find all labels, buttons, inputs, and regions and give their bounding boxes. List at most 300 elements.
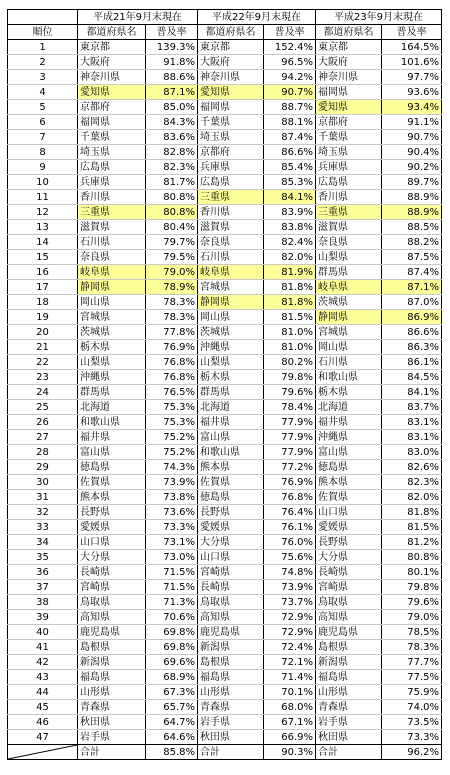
rate-cell: 86.1%	[382, 355, 442, 370]
pref-cell: 青森県	[316, 700, 382, 715]
pref-cell: 岡山県	[198, 310, 264, 325]
table-row	[8, 55, 442, 70]
rate-cell: 68.0%	[264, 700, 316, 715]
pref-cell: 佐賀県	[198, 475, 264, 490]
pref-cell: 富山県	[78, 445, 146, 460]
rank-cell: 41	[8, 640, 78, 655]
rank-cell: 40	[8, 625, 78, 640]
pref-cell: 茨城県	[198, 325, 264, 340]
rate-header: 普及率	[146, 25, 198, 40]
rank-cell: 27	[8, 430, 78, 445]
table-row	[8, 625, 442, 640]
rate-cell: 86.9%	[382, 310, 442, 325]
rank-cell: 28	[8, 445, 78, 460]
rate-cell: 75.6%	[264, 550, 316, 565]
rank-cell: 5	[8, 100, 78, 115]
rate-cell: 74.8%	[264, 565, 316, 580]
rate-cell: 78.9%	[146, 280, 198, 295]
table-row	[8, 400, 442, 415]
rate-cell: 73.3%	[382, 730, 442, 745]
rate-cell: 82.6%	[382, 460, 442, 475]
pref-cell: 佐賀県	[78, 475, 146, 490]
pref-cell: 新潟県	[316, 655, 382, 670]
rate-cell: 101.6%	[382, 55, 442, 70]
table-row	[8, 565, 442, 580]
rank-cell: 21	[8, 340, 78, 355]
pref-cell: 鹿児島県	[78, 625, 146, 640]
rank-cell: 46	[8, 715, 78, 730]
pref-cell: 茨城県	[316, 295, 382, 310]
rate-cell: 82.3%	[146, 160, 198, 175]
rank-cell: 12	[8, 205, 78, 220]
table-row	[8, 340, 442, 355]
rate-cell: 76.1%	[264, 520, 316, 535]
pref-cell: 北海道	[78, 400, 146, 415]
rate-cell: 86.6%	[382, 325, 442, 340]
pref-cell: 福岡県	[316, 85, 382, 100]
pref-cell: 山梨県	[198, 355, 264, 370]
rank-cell: 17	[8, 280, 78, 295]
table-row	[8, 205, 442, 220]
rate-cell: 85.0%	[146, 100, 198, 115]
pref-cell: 東京都	[78, 40, 146, 55]
table-row	[8, 265, 442, 280]
rate-cell: 72.9%	[264, 610, 316, 625]
pref-cell: 島根県	[78, 640, 146, 655]
rate-cell: 89.7%	[382, 175, 442, 190]
pref-cell: 埼玉県	[78, 145, 146, 160]
total-rate: 96.2%	[382, 745, 442, 760]
pref-cell: 愛知県	[78, 85, 146, 100]
table-row	[8, 655, 442, 670]
pref-cell: 静岡県	[316, 310, 382, 325]
table-row	[8, 640, 442, 655]
rate-cell: 76.4%	[264, 505, 316, 520]
rate-cell: 72.4%	[264, 640, 316, 655]
rate-cell: 70.6%	[146, 610, 198, 625]
pref-cell: 三重県	[316, 205, 382, 220]
rank-cell: 36	[8, 565, 78, 580]
rate-cell: 81.2%	[382, 535, 442, 550]
pref-cell: 千葉県	[78, 130, 146, 145]
table-row	[8, 505, 442, 520]
rate-cell: 83.1%	[382, 430, 442, 445]
rank-cell: 31	[8, 490, 78, 505]
pref-cell: 熊本県	[316, 475, 382, 490]
rate-cell: 94.2%	[264, 70, 316, 85]
rate-cell: 75.3%	[146, 400, 198, 415]
rate-cell: 73.5%	[382, 715, 442, 730]
table-row	[8, 160, 442, 175]
rank-cell: 35	[8, 550, 78, 565]
table-row	[8, 595, 442, 610]
total-label: 合計	[198, 745, 264, 760]
table-row	[8, 610, 442, 625]
pref-cell: 富山県	[316, 445, 382, 460]
pref-cell: 香川県	[198, 205, 264, 220]
rank-header: 順位	[8, 25, 78, 40]
rate-cell: 81.0%	[264, 325, 316, 340]
pref-cell: 青森県	[78, 700, 146, 715]
table-row	[8, 40, 442, 55]
total-rate: 85.8%	[146, 745, 198, 760]
rate-cell: 73.0%	[146, 550, 198, 565]
pref-cell: 千葉県	[316, 130, 382, 145]
rate-cell: 87.0%	[382, 295, 442, 310]
pref-cell: 和歌山県	[316, 370, 382, 385]
rate-cell: 74.0%	[382, 700, 442, 715]
pref-cell: 京都府	[316, 115, 382, 130]
table-row	[8, 175, 442, 190]
pref-cell: 長崎県	[78, 565, 146, 580]
rate-cell: 77.9%	[264, 415, 316, 430]
rate-cell: 88.7%	[264, 100, 316, 115]
pref-cell: 愛知県	[198, 85, 264, 100]
pref-cell: 愛媛県	[78, 520, 146, 535]
rate-cell: 87.1%	[382, 280, 442, 295]
pref-cell: 福岡県	[198, 100, 264, 115]
pref-cell: 宮崎県	[198, 565, 264, 580]
table-row	[8, 715, 442, 730]
table-row	[8, 670, 442, 685]
rank-cell: 42	[8, 655, 78, 670]
pref-cell: 山形県	[316, 685, 382, 700]
rate-cell: 70.1%	[264, 685, 316, 700]
pref-cell: 沖縄県	[198, 340, 264, 355]
rate-cell: 83.7%	[382, 400, 442, 415]
rate-cell: 90.4%	[382, 145, 442, 160]
rate-cell: 82.3%	[382, 475, 442, 490]
rate-cell: 84.5%	[382, 370, 442, 385]
rate-cell: 71.5%	[146, 580, 198, 595]
table-row	[8, 520, 442, 535]
rate-cell: 88.9%	[382, 190, 442, 205]
pref-cell: 群馬県	[316, 265, 382, 280]
pref-cell: 千葉県	[198, 115, 264, 130]
pref-cell: 滋賀県	[316, 220, 382, 235]
rate-cell: 84.1%	[264, 190, 316, 205]
pref-cell: 宮城県	[78, 310, 146, 325]
rate-cell: 79.0%	[146, 265, 198, 280]
pref-cell: 神奈川県	[78, 70, 146, 85]
table-row	[8, 220, 442, 235]
pref-cell: 兵庫県	[316, 160, 382, 175]
rate-cell: 71.5%	[146, 565, 198, 580]
rank-cell: 33	[8, 520, 78, 535]
pref-cell: 長崎県	[198, 580, 264, 595]
rate-cell: 82.8%	[146, 145, 198, 160]
table-row	[8, 295, 442, 310]
rate-cell: 81.9%	[264, 265, 316, 280]
table-row	[8, 235, 442, 250]
pref-header: 都道府県名	[198, 25, 264, 40]
table-row	[8, 145, 442, 160]
rate-cell: 71.4%	[264, 670, 316, 685]
pref-cell: 徳島県	[78, 460, 146, 475]
pref-header: 都道府県名	[78, 25, 146, 40]
rate-cell: 79.0%	[382, 610, 442, 625]
rank-cell: 18	[8, 295, 78, 310]
table-row	[8, 130, 442, 145]
rate-cell: 86.3%	[382, 340, 442, 355]
pref-cell: 秋田県	[198, 730, 264, 745]
rate-cell: 87.4%	[264, 130, 316, 145]
pref-cell: 高知県	[198, 610, 264, 625]
pref-cell: 群馬県	[78, 385, 146, 400]
pref-cell: 大分県	[316, 550, 382, 565]
rate-header: 普及率	[382, 25, 442, 40]
pref-cell: 香川県	[316, 190, 382, 205]
pref-cell: 富山県	[198, 430, 264, 445]
rate-cell: 76.0%	[264, 535, 316, 550]
pref-cell: 岩手県	[316, 715, 382, 730]
rate-cell: 80.8%	[146, 205, 198, 220]
pref-cell: 奈良県	[198, 235, 264, 250]
rate-cell: 83.6%	[146, 130, 198, 145]
table-row	[8, 475, 442, 490]
pref-cell: 鳥取県	[78, 595, 146, 610]
rank-cell: 7	[8, 130, 78, 145]
pref-cell: 三重県	[198, 190, 264, 205]
pref-cell: 神奈川県	[316, 70, 382, 85]
pref-cell: 長野県	[198, 505, 264, 520]
pref-cell: 大阪府	[198, 55, 264, 70]
rate-cell: 81.5%	[382, 520, 442, 535]
rank-cell: 44	[8, 685, 78, 700]
rate-cell: 82.4%	[264, 235, 316, 250]
rate-cell: 78.3%	[146, 310, 198, 325]
pref-cell: 福井県	[78, 430, 146, 445]
rate-cell: 81.8%	[264, 280, 316, 295]
rate-cell: 78.3%	[382, 640, 442, 655]
rate-cell: 73.9%	[264, 580, 316, 595]
pref-cell: 鹿児島県	[316, 625, 382, 640]
rank-cell: 8	[8, 145, 78, 160]
rate-cell: 88.5%	[382, 220, 442, 235]
pref-cell: 大分県	[78, 550, 146, 565]
pref-cell: 佐賀県	[316, 490, 382, 505]
table-row	[8, 100, 442, 115]
rate-cell: 80.4%	[146, 220, 198, 235]
pref-cell: 沖縄県	[316, 430, 382, 445]
rate-cell: 86.6%	[264, 145, 316, 160]
pref-cell: 静岡県	[198, 295, 264, 310]
table-row	[8, 325, 442, 340]
rate-cell: 88.2%	[382, 235, 442, 250]
rate-cell: 78.3%	[146, 295, 198, 310]
rank-cell: 37	[8, 580, 78, 595]
table-row	[8, 370, 442, 385]
pref-cell: 愛媛県	[198, 520, 264, 535]
pref-cell: 宮城県	[316, 325, 382, 340]
rate-cell: 69.6%	[146, 655, 198, 670]
rate-cell: 75.3%	[146, 415, 198, 430]
rate-cell: 68.9%	[146, 670, 198, 685]
rate-cell: 71.3%	[146, 595, 198, 610]
rate-cell: 73.1%	[146, 535, 198, 550]
rate-cell: 65.7%	[146, 700, 198, 715]
rate-cell: 79.6%	[382, 595, 442, 610]
rate-cell: 76.9%	[146, 340, 198, 355]
rate-cell: 87.5%	[382, 250, 442, 265]
rank-cell: 1	[8, 40, 78, 55]
pref-cell: 山梨県	[78, 355, 146, 370]
table-row	[8, 280, 442, 295]
pref-cell: 秋田県	[316, 730, 382, 745]
pref-cell: 山口県	[316, 505, 382, 520]
header-blank	[8, 10, 78, 25]
rate-cell: 79.6%	[264, 385, 316, 400]
pref-cell: 埼玉県	[316, 145, 382, 160]
pref-cell: 福井県	[198, 415, 264, 430]
rank-cell: 29	[8, 460, 78, 475]
rate-cell: 80.1%	[382, 565, 442, 580]
pref-cell: 熊本県	[198, 460, 264, 475]
pref-cell: 島根県	[198, 655, 264, 670]
pref-cell: 茨城県	[78, 325, 146, 340]
pref-cell: 愛媛県	[316, 520, 382, 535]
diagonal-line	[8, 745, 77, 759]
rate-cell: 81.8%	[264, 295, 316, 310]
rank-cell: 2	[8, 55, 78, 70]
period-header: 平成22年9月末現在	[198, 10, 316, 25]
pref-cell: 長野県	[316, 535, 382, 550]
rate-cell: 80.2%	[264, 355, 316, 370]
pref-cell: 愛知県	[316, 100, 382, 115]
rate-cell: 64.6%	[146, 730, 198, 745]
rate-cell: 79.8%	[382, 580, 442, 595]
pref-cell: 兵庫県	[198, 160, 264, 175]
pref-cell: 岐阜県	[198, 265, 264, 280]
rate-cell: 74.3%	[146, 460, 198, 475]
table-row	[8, 355, 442, 370]
rank-cell: 23	[8, 370, 78, 385]
rate-cell: 78.5%	[382, 625, 442, 640]
rate-cell: 72.1%	[264, 655, 316, 670]
total-label: 合計	[316, 745, 382, 760]
table-row	[8, 730, 442, 745]
period-header-row	[8, 10, 442, 25]
rate-cell: 91.8%	[146, 55, 198, 70]
rate-cell: 81.7%	[146, 175, 198, 190]
table-row	[8, 190, 442, 205]
pref-cell: 高知県	[316, 610, 382, 625]
rank-cell: 32	[8, 505, 78, 520]
rate-cell: 96.5%	[264, 55, 316, 70]
table-row	[8, 250, 442, 265]
rank-cell: 15	[8, 250, 78, 265]
pref-cell: 青森県	[198, 700, 264, 715]
total-rate: 90.3%	[264, 745, 316, 760]
pref-cell: 宮城県	[198, 280, 264, 295]
pref-cell: 石川県	[198, 250, 264, 265]
pref-cell: 和歌山県	[198, 445, 264, 460]
pref-cell: 宮崎県	[316, 580, 382, 595]
rate-cell: 79.8%	[264, 370, 316, 385]
rank-cell: 24	[8, 385, 78, 400]
rate-cell: 164.5%	[382, 40, 442, 55]
table-row	[8, 535, 442, 550]
rate-cell: 152.4%	[264, 40, 316, 55]
pref-cell: 大阪府	[78, 55, 146, 70]
pref-cell: 山梨県	[316, 250, 382, 265]
pref-cell: 秋田県	[78, 715, 146, 730]
table-row	[8, 310, 442, 325]
rate-cell: 83.9%	[264, 205, 316, 220]
pref-cell: 岩手県	[78, 730, 146, 745]
rate-cell: 85.4%	[264, 160, 316, 175]
rank-cell: 25	[8, 400, 78, 415]
rank-cell: 11	[8, 190, 78, 205]
pref-cell: 奈良県	[316, 235, 382, 250]
rank-cell: 43	[8, 670, 78, 685]
rate-cell: 75.2%	[146, 445, 198, 460]
rank-cell: 9	[8, 160, 78, 175]
rate-cell: 77.2%	[264, 460, 316, 475]
rank-cell: 14	[8, 235, 78, 250]
rate-cell: 91.1%	[382, 115, 442, 130]
pref-cell: 福島県	[198, 670, 264, 685]
pref-cell: 沖縄県	[78, 370, 146, 385]
column-header-row	[8, 25, 442, 40]
pref-cell: 徳島県	[316, 460, 382, 475]
rate-cell: 66.9%	[264, 730, 316, 745]
table-row	[8, 70, 442, 85]
rate-cell: 88.6%	[146, 70, 198, 85]
rate-cell: 73.8%	[146, 490, 198, 505]
rate-cell: 69.8%	[146, 640, 198, 655]
rate-cell: 80.8%	[146, 190, 198, 205]
rate-cell: 83.8%	[264, 220, 316, 235]
pref-cell: 広島県	[316, 175, 382, 190]
rate-cell: 67.3%	[146, 685, 198, 700]
period-header: 平成23年9月末現在	[316, 10, 442, 25]
rank-cell: 26	[8, 415, 78, 430]
table-row	[8, 490, 442, 505]
pref-cell: 長野県	[78, 505, 146, 520]
pref-cell: 栃木県	[198, 370, 264, 385]
pref-cell: 北海道	[316, 400, 382, 415]
pref-cell: 奈良県	[78, 250, 146, 265]
rate-cell: 88.1%	[264, 115, 316, 130]
pref-cell: 長崎県	[316, 565, 382, 580]
pref-cell: 新潟県	[78, 655, 146, 670]
table-row	[8, 385, 442, 400]
rank-cell: 10	[8, 175, 78, 190]
total-row	[8, 745, 442, 760]
table-row	[8, 460, 442, 475]
pref-cell: 岐阜県	[78, 265, 146, 280]
rate-cell: 64.7%	[146, 715, 198, 730]
rate-cell: 82.0%	[382, 490, 442, 505]
rate-cell: 83.0%	[382, 445, 442, 460]
rank-cell: 39	[8, 610, 78, 625]
rate-cell: 72.9%	[264, 625, 316, 640]
pref-cell: 和歌山県	[78, 415, 146, 430]
table-row	[8, 550, 442, 565]
pref-cell: 島根県	[316, 640, 382, 655]
table-row	[8, 700, 442, 715]
pref-cell: 鳥取県	[198, 595, 264, 610]
rate-cell: 88.9%	[382, 205, 442, 220]
pref-header: 都道府県名	[316, 25, 382, 40]
rate-cell: 77.5%	[382, 670, 442, 685]
rate-cell: 69.8%	[146, 625, 198, 640]
rank-cell: 30	[8, 475, 78, 490]
rate-cell: 80.8%	[382, 550, 442, 565]
table-row	[8, 445, 442, 460]
pref-cell: 岡山県	[78, 295, 146, 310]
